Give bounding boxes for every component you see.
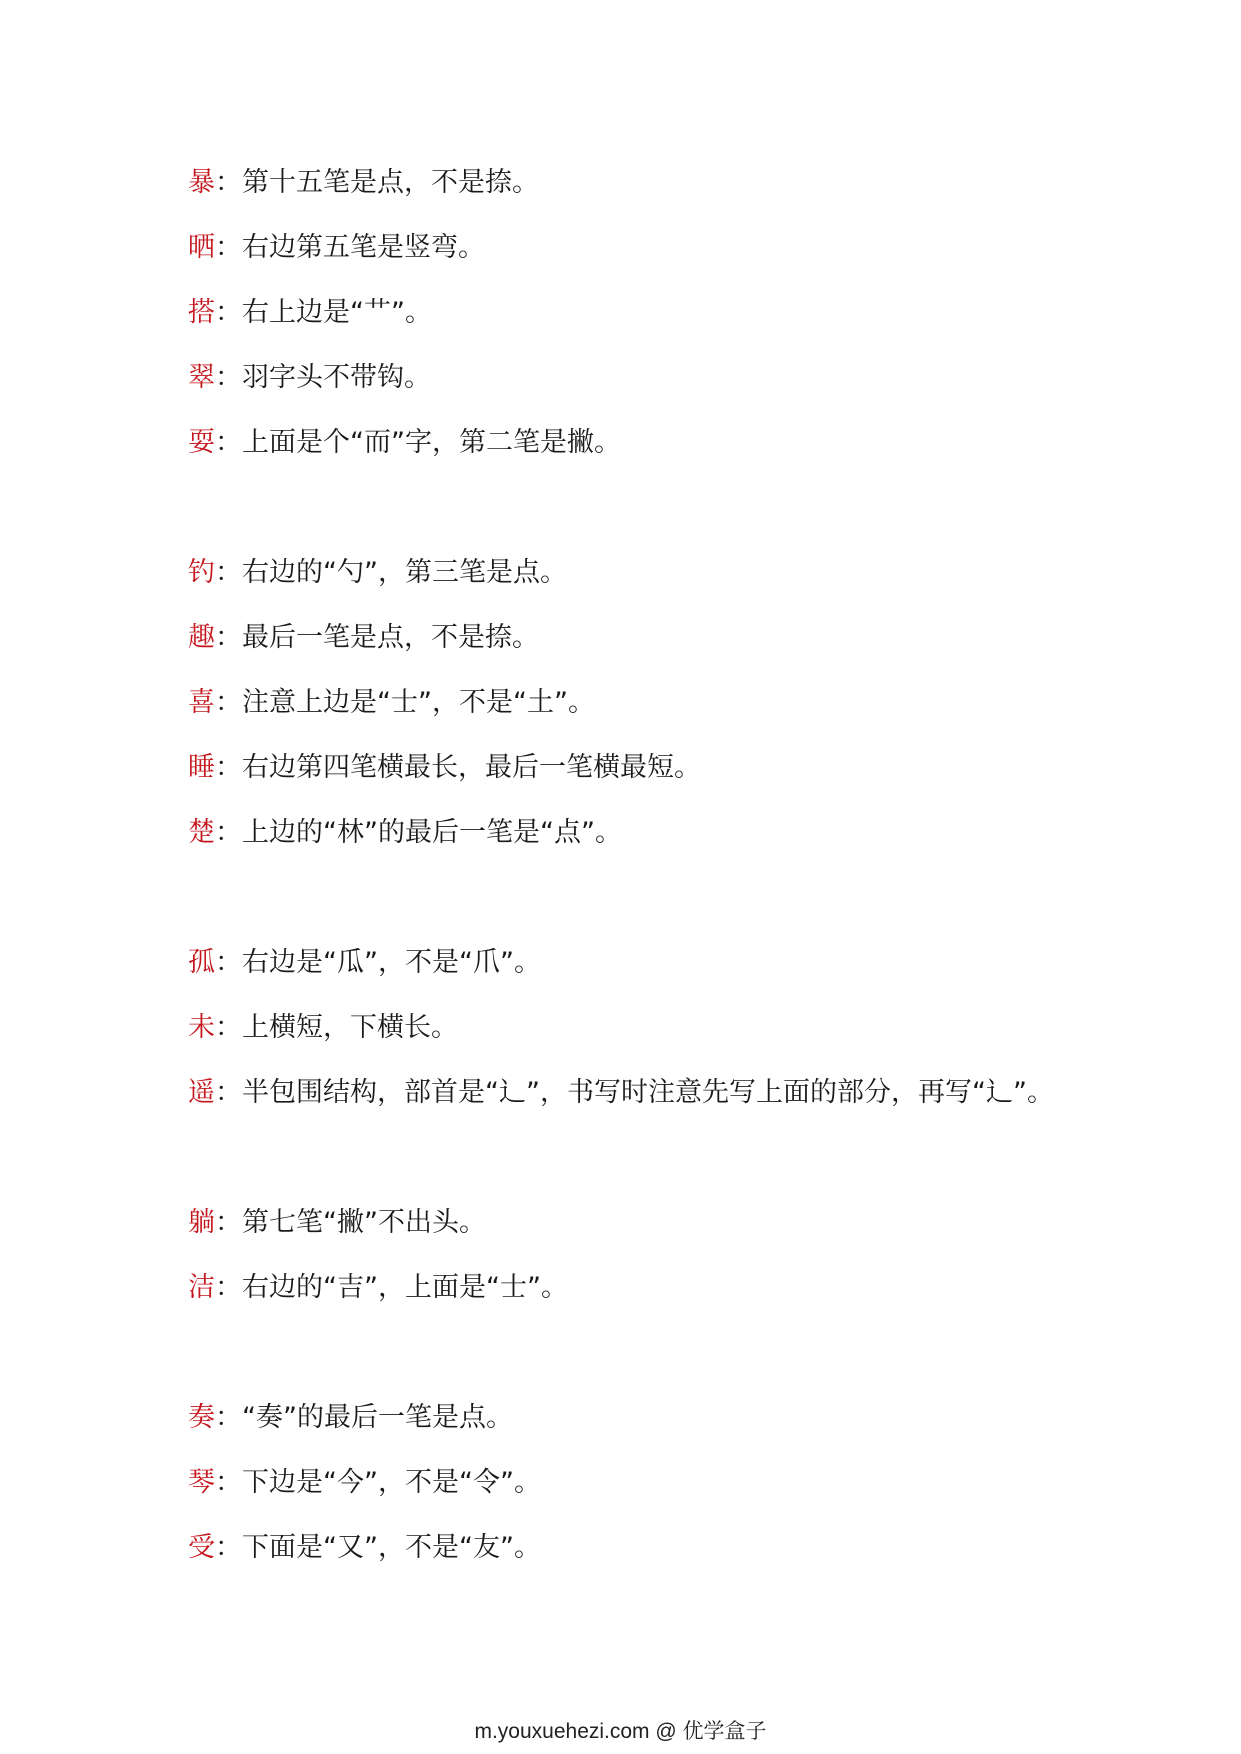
note-text: 最后一笔是点，不是捺。 <box>242 622 539 653</box>
list-item: 洁：右边的“吉”，上面是“士”。 <box>188 1272 568 1303</box>
character: 楚 <box>188 817 215 848</box>
list-item: 受：下面是“又”，不是“友”。 <box>188 1532 541 1563</box>
entry-group-1 <box>188 150 1068 475</box>
note-text: 上面是个“而”字，第二笔是撇。 <box>242 427 621 458</box>
character: 奏 <box>188 1402 215 1433</box>
list-item: 未：上横短，下横长。 <box>188 1012 458 1043</box>
character: 琴 <box>188 1467 215 1498</box>
list-item: 搭：右上边是“艹”。 <box>188 297 432 328</box>
entry-group-3 <box>188 930 1068 1320</box>
character: 受 <box>188 1532 215 1563</box>
character: 睡 <box>188 752 215 783</box>
character: 耍 <box>188 427 215 458</box>
list-item: 耍：上面是个“而”字，第二笔是撇。 <box>188 427 621 458</box>
note-text: 下边是“今”，不是“令”。 <box>242 1467 541 1498</box>
list-item: 喜：注意上边是“士”，不是“土”。 <box>188 687 595 718</box>
list-item: 遥：半包围结构，部首是“辶”，书写时注意先写上面的部分，再写“辶”。 <box>188 1077 1054 1108</box>
footer-watermark: m.youxuehezi.com @ 优学盒子 <box>474 1720 767 1743</box>
list-item: 趣：最后一笔是点，不是捺。 <box>188 622 539 653</box>
note-text: 第七笔“撇”不出头。 <box>242 1207 486 1238</box>
note-text: 上边的“林”的最后一笔是“点”。 <box>242 817 622 848</box>
list-item: 晒：右边第五笔是竖弯。 <box>188 232 485 263</box>
character: 暴 <box>188 167 215 198</box>
note-text: “奏”的最后一笔是点。 <box>242 1402 513 1433</box>
note-text: 右边第四笔横最长，最后一笔横最短。 <box>242 752 701 783</box>
character: 晒 <box>188 232 215 263</box>
entry-group-2 <box>188 540 1068 865</box>
character: 喜 <box>188 687 215 718</box>
character: 洁 <box>188 1272 215 1303</box>
character: 遥 <box>188 1077 215 1108</box>
note-text: 半包围结构，部首是“辶”，书写时注意先写上面的部分，再写“辶”。 <box>242 1077 1054 1108</box>
list-item: 暴：第十五笔是点，不是捺。 <box>188 167 539 198</box>
note-text: 右边的“吉”，上面是“士”。 <box>242 1272 568 1303</box>
character: 翠 <box>188 362 215 393</box>
note-text: 注意上边是“士”，不是“土”。 <box>242 687 595 718</box>
list-item: 孤：右边是“瓜”，不是“爪”。 <box>188 947 541 978</box>
list-item: 躺：第七笔“撇”不出头。 <box>188 1207 486 1238</box>
character: 钓 <box>188 557 215 588</box>
entry-group-4 <box>188 1385 1068 1580</box>
list-item: 奏：“奏”的最后一笔是点。 <box>188 1402 513 1433</box>
note-text: 第十五笔是点，不是捺。 <box>242 167 539 198</box>
character: 躺 <box>188 1207 215 1238</box>
list-item: 翠：羽字头不带钩。 <box>188 362 431 393</box>
list-item: 楚：上边的“林”的最后一笔是“点”。 <box>188 817 622 848</box>
note-text: 右边是“瓜”，不是“爪”。 <box>242 947 541 978</box>
note-text: 右上边是“艹”。 <box>242 297 432 328</box>
list-item: 睡：右边第四笔横最长，最后一笔横最短。 <box>188 752 701 783</box>
character: 趣 <box>188 622 215 653</box>
character: 搭 <box>188 297 215 328</box>
note-text: 上横短，下横长。 <box>242 1012 458 1043</box>
note-text: 右边的“勺”，第三笔是点。 <box>242 557 567 588</box>
character: 孤 <box>188 947 215 978</box>
list-item: 钓：右边的“勺”，第三笔是点。 <box>188 557 567 588</box>
note-text: 下面是“又”，不是“友”。 <box>242 1532 541 1563</box>
note-text: 羽字头不带钩。 <box>242 362 431 393</box>
note-text: 右边第五笔是竖弯。 <box>242 232 485 263</box>
character: 未 <box>188 1012 215 1043</box>
list-item: 琴：下边是“今”，不是“令”。 <box>188 1467 541 1498</box>
